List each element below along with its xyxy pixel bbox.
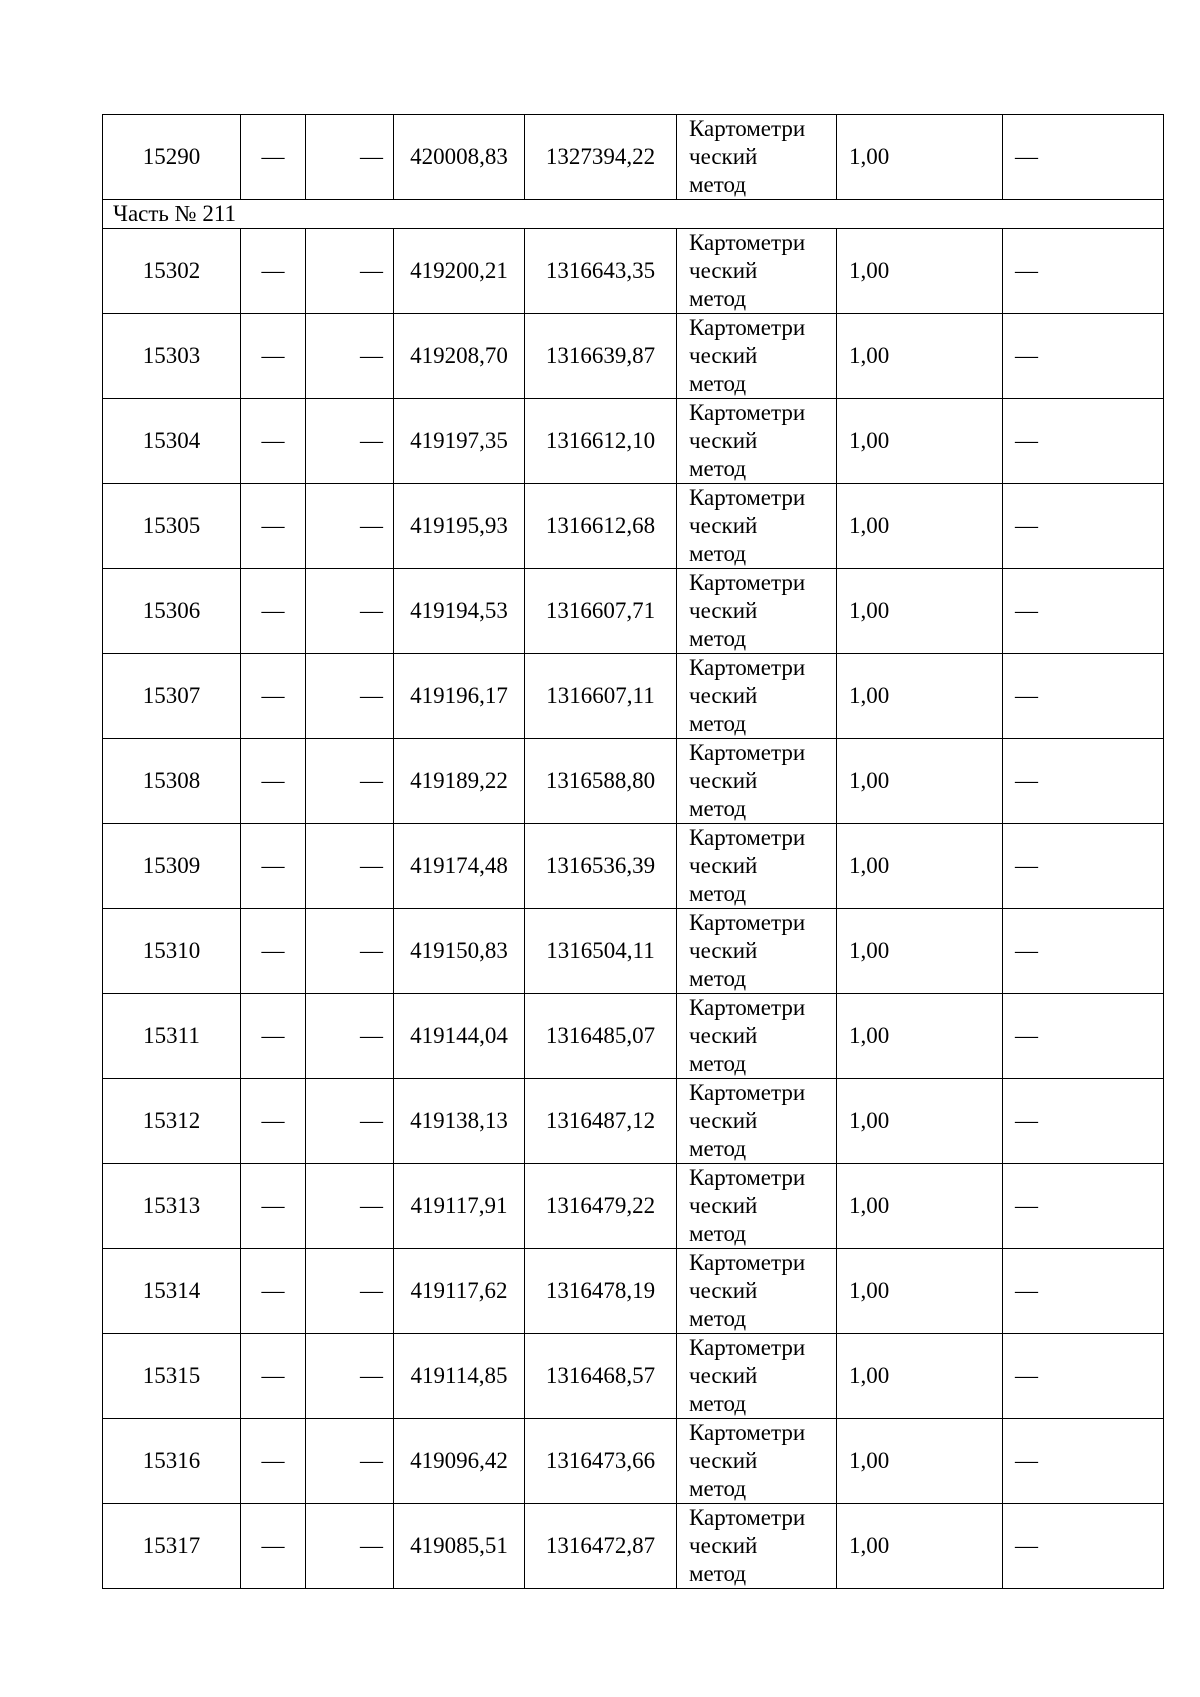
table-row	[103, 909, 1164, 994]
empty-cell: —	[1003, 569, 1164, 654]
empty-cell: —	[306, 1334, 394, 1419]
method-text-line: метод	[689, 1561, 747, 1586]
y-coordinate-cell: 1316536,39	[525, 824, 677, 909]
empty-cell: —	[241, 739, 306, 824]
method-text-line: метод	[689, 881, 747, 906]
x-coordinate-cell: 419117,91	[394, 1164, 525, 1249]
x-coordinate-cell: 419114,85	[394, 1334, 525, 1419]
table-row	[103, 1164, 1164, 1249]
empty-cell: —	[241, 229, 306, 314]
empty-cell: —	[241, 569, 306, 654]
method-text-line: ческий	[689, 428, 758, 453]
point-number-cell: 15311	[103, 994, 241, 1079]
empty-cell: —	[1003, 115, 1164, 200]
method-text-line: метод	[689, 626, 747, 651]
method-text-line: ческий	[689, 938, 758, 963]
method-text-line: ческий	[689, 258, 758, 283]
method-cell	[677, 1164, 837, 1249]
section-label: Часть № 211	[103, 200, 1164, 229]
point-number-cell: 15290	[103, 115, 241, 200]
y-coordinate-cell: 1316607,71	[525, 569, 677, 654]
empty-cell: —	[1003, 1334, 1164, 1419]
method-text-line: Картометри	[689, 230, 806, 255]
method-cell	[677, 1504, 837, 1589]
accuracy-cell: 1,00	[837, 1079, 1003, 1164]
empty-cell: —	[306, 1249, 394, 1334]
table-row	[103, 399, 1164, 484]
x-coordinate-cell: 419197,35	[394, 399, 525, 484]
method-text-line: Картометри	[689, 570, 806, 595]
empty-cell: —	[241, 1419, 306, 1504]
method-text-line: ческий	[689, 768, 758, 793]
y-coordinate-cell: 1316468,57	[525, 1334, 677, 1419]
x-coordinate-cell: 419174,48	[394, 824, 525, 909]
method-text-line: метод	[689, 286, 747, 311]
empty-cell: —	[1003, 1079, 1164, 1164]
empty-cell: —	[241, 824, 306, 909]
point-number-cell: 15307	[103, 654, 241, 739]
method-cell	[677, 484, 837, 569]
accuracy-cell: 1,00	[837, 229, 1003, 314]
empty-cell: —	[306, 909, 394, 994]
method-cell	[677, 569, 837, 654]
y-coordinate-cell: 1327394,22	[525, 115, 677, 200]
y-coordinate-cell: 1316588,80	[525, 739, 677, 824]
method-text-line: Картометри	[689, 910, 806, 935]
x-coordinate-cell: 419189,22	[394, 739, 525, 824]
empty-cell: —	[1003, 1249, 1164, 1334]
method-text-line: Картометри	[689, 1080, 806, 1105]
empty-cell: —	[1003, 484, 1164, 569]
method-cell	[677, 115, 837, 200]
y-coordinate-cell: 1316472,87	[525, 1504, 677, 1589]
point-number-cell: 15314	[103, 1249, 241, 1334]
x-coordinate-cell: 419208,70	[394, 314, 525, 399]
empty-cell: —	[241, 1504, 306, 1589]
empty-cell: —	[1003, 399, 1164, 484]
accuracy-cell: 1,00	[837, 1504, 1003, 1589]
empty-cell: —	[306, 994, 394, 1079]
accuracy-cell: 1,00	[837, 569, 1003, 654]
accuracy-cell: 1,00	[837, 824, 1003, 909]
y-coordinate-cell: 1316504,11	[525, 909, 677, 994]
method-text-line: метод	[689, 1306, 747, 1331]
method-cell	[677, 1334, 837, 1419]
table-row	[103, 1079, 1164, 1164]
method-cell	[677, 399, 837, 484]
y-coordinate-cell: 1316487,12	[525, 1079, 677, 1164]
x-coordinate-cell: 420008,83	[394, 115, 525, 200]
table-row	[103, 569, 1164, 654]
empty-cell: —	[241, 994, 306, 1079]
x-coordinate-cell: 419200,21	[394, 229, 525, 314]
empty-cell: —	[241, 1079, 306, 1164]
method-text-line: Картометри	[689, 116, 806, 141]
point-number-cell: 15312	[103, 1079, 241, 1164]
method-text-line: ческий	[689, 683, 758, 708]
y-coordinate-cell: 1316473,66	[525, 1419, 677, 1504]
method-text-line: ческий	[689, 1533, 758, 1558]
accuracy-cell: 1,00	[837, 115, 1003, 200]
point-number-cell: 15305	[103, 484, 241, 569]
empty-cell: —	[241, 314, 306, 399]
table-row	[103, 1334, 1164, 1419]
method-cell	[677, 1419, 837, 1504]
table-body	[103, 115, 1164, 1589]
empty-cell: —	[306, 399, 394, 484]
method-text-line: Картометри	[689, 1165, 806, 1190]
method-text-line: Картометри	[689, 655, 806, 680]
method-cell	[677, 1079, 837, 1164]
y-coordinate-cell: 1316643,35	[525, 229, 677, 314]
method-text-line: метод	[689, 1221, 747, 1246]
y-coordinate-cell: 1316612,68	[525, 484, 677, 569]
point-number-cell: 15310	[103, 909, 241, 994]
method-text-line: метод	[689, 1476, 747, 1501]
method-text-line: Картометри	[689, 825, 806, 850]
point-number-cell: 15303	[103, 314, 241, 399]
empty-cell: —	[306, 654, 394, 739]
empty-cell: —	[306, 484, 394, 569]
table-row	[103, 824, 1164, 909]
method-text-line: метод	[689, 796, 747, 821]
accuracy-cell: 1,00	[837, 1334, 1003, 1419]
method-text-line: ческий	[689, 1278, 758, 1303]
table-row	[103, 484, 1164, 569]
empty-cell: —	[1003, 909, 1164, 994]
method-text-line: ческий	[689, 1023, 758, 1048]
point-number-cell: 15313	[103, 1164, 241, 1249]
point-number-cell: 15302	[103, 229, 241, 314]
table-row	[103, 229, 1164, 314]
empty-cell: —	[1003, 824, 1164, 909]
method-cell	[677, 824, 837, 909]
x-coordinate-cell: 419150,83	[394, 909, 525, 994]
point-number-cell: 15316	[103, 1419, 241, 1504]
accuracy-cell: 1,00	[837, 1249, 1003, 1334]
point-number-cell: 15304	[103, 399, 241, 484]
empty-cell: —	[241, 115, 306, 200]
method-text-line: ческий	[689, 144, 758, 169]
empty-cell: —	[241, 909, 306, 994]
method-cell	[677, 739, 837, 824]
empty-cell: —	[1003, 314, 1164, 399]
x-coordinate-cell: 419117,62	[394, 1249, 525, 1334]
empty-cell: —	[241, 1334, 306, 1419]
empty-cell: —	[306, 314, 394, 399]
method-text-line: ческий	[689, 513, 758, 538]
method-text-line: ческий	[689, 853, 758, 878]
method-text-line: метод	[689, 1051, 747, 1076]
method-text-line: ческий	[689, 1448, 758, 1473]
empty-cell: —	[241, 1249, 306, 1334]
y-coordinate-cell: 1316478,19	[525, 1249, 677, 1334]
table-row	[103, 994, 1164, 1079]
x-coordinate-cell: 419144,04	[394, 994, 525, 1079]
empty-cell: —	[241, 399, 306, 484]
empty-cell: —	[1003, 654, 1164, 739]
empty-cell: —	[241, 484, 306, 569]
table-row	[103, 1504, 1164, 1589]
accuracy-cell: 1,00	[837, 909, 1003, 994]
method-text-line: Картометри	[689, 995, 806, 1020]
method-text-line: метод	[689, 1136, 747, 1161]
method-text-line: Картометри	[689, 1420, 806, 1445]
accuracy-cell: 1,00	[837, 994, 1003, 1079]
method-cell	[677, 994, 837, 1079]
empty-cell: —	[1003, 1419, 1164, 1504]
table-row	[103, 1419, 1164, 1504]
accuracy-cell: 1,00	[837, 399, 1003, 484]
method-cell	[677, 1249, 837, 1334]
empty-cell: —	[306, 569, 394, 654]
y-coordinate-cell: 1316485,07	[525, 994, 677, 1079]
table-row	[103, 739, 1164, 824]
table-row	[103, 115, 1164, 200]
empty-cell: —	[306, 1079, 394, 1164]
empty-cell: —	[1003, 739, 1164, 824]
point-number-cell: 15315	[103, 1334, 241, 1419]
empty-cell: —	[306, 115, 394, 200]
method-text-line: метод	[689, 371, 747, 396]
x-coordinate-cell: 419196,17	[394, 654, 525, 739]
empty-cell: —	[306, 1164, 394, 1249]
x-coordinate-cell: 419085,51	[394, 1504, 525, 1589]
method-cell	[677, 229, 837, 314]
accuracy-cell: 1,00	[837, 484, 1003, 569]
method-text-line: ческий	[689, 598, 758, 623]
empty-cell: —	[306, 824, 394, 909]
x-coordinate-cell: 419096,42	[394, 1419, 525, 1504]
y-coordinate-cell: 1316612,10	[525, 399, 677, 484]
method-text-line: Картометри	[689, 1505, 806, 1530]
section-header-row	[103, 200, 1164, 229]
method-text-line: Картометри	[689, 485, 806, 510]
point-number-cell: 15317	[103, 1504, 241, 1589]
point-number-cell: 15308	[103, 739, 241, 824]
method-text-line: Картометри	[689, 400, 806, 425]
method-cell	[677, 909, 837, 994]
table-row	[103, 1249, 1164, 1334]
method-text-line: ческий	[689, 343, 758, 368]
method-text-line: Картометри	[689, 740, 806, 765]
method-text-line: Картометри	[689, 1335, 806, 1360]
empty-cell: —	[306, 739, 394, 824]
accuracy-cell: 1,00	[837, 739, 1003, 824]
empty-cell: —	[1003, 994, 1164, 1079]
empty-cell: —	[306, 1504, 394, 1589]
empty-cell: —	[306, 229, 394, 314]
empty-cell: —	[241, 1164, 306, 1249]
accuracy-cell: 1,00	[837, 654, 1003, 739]
coordinates-table	[102, 114, 1164, 1589]
table-row	[103, 314, 1164, 399]
empty-cell: —	[306, 1419, 394, 1504]
empty-cell: —	[1003, 1164, 1164, 1249]
accuracy-cell: 1,00	[837, 1164, 1003, 1249]
method-text-line: метод	[689, 966, 747, 991]
method-text-line: метод	[689, 456, 747, 481]
method-cell	[677, 314, 837, 399]
method-text-line: ческий	[689, 1108, 758, 1133]
table-row	[103, 654, 1164, 739]
empty-cell: —	[241, 654, 306, 739]
method-text-line: ческий	[689, 1193, 758, 1218]
x-coordinate-cell: 419194,53	[394, 569, 525, 654]
empty-cell: —	[1003, 1504, 1164, 1589]
method-text-line: Картометри	[689, 315, 806, 340]
method-text-line: ческий	[689, 1363, 758, 1388]
y-coordinate-cell: 1316479,22	[525, 1164, 677, 1249]
method-text-line: метод	[689, 711, 747, 736]
point-number-cell: 15306	[103, 569, 241, 654]
method-text-line: Картометри	[689, 1250, 806, 1275]
point-number-cell: 15309	[103, 824, 241, 909]
method-cell	[677, 654, 837, 739]
method-text-line: метод	[689, 541, 747, 566]
y-coordinate-cell: 1316607,11	[525, 654, 677, 739]
accuracy-cell: 1,00	[837, 1419, 1003, 1504]
empty-cell: —	[1003, 229, 1164, 314]
y-coordinate-cell: 1316639,87	[525, 314, 677, 399]
method-text-line: метод	[689, 172, 747, 197]
method-text-line: метод	[689, 1391, 747, 1416]
accuracy-cell: 1,00	[837, 314, 1003, 399]
x-coordinate-cell: 419138,13	[394, 1079, 525, 1164]
x-coordinate-cell: 419195,93	[394, 484, 525, 569]
